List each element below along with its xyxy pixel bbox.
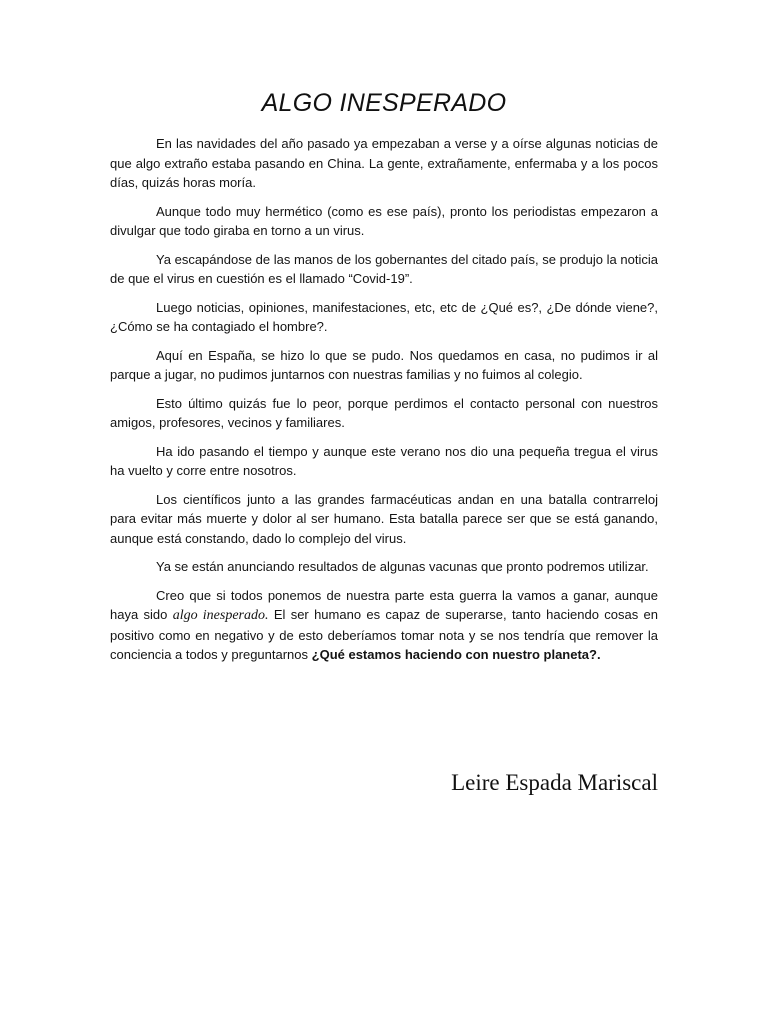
- paragraph: Luego noticias, opiniones, manifestaciones, etc, etc de ¿Qué es?, ¿De dónde viene?, ¿Cómo se ha contagiado el hombre?.: [110, 299, 658, 334]
- paragraph: Aquí en España, se hizo lo que se pudo. Nos quedamos en casa, no pudimos ir al parque a jugar, no pudimos juntarnos con nuestras familias y no fuimos al colegio.: [110, 347, 658, 382]
- paragraph: Esto último quizás fue lo peor, porque perdimos el contacto personal con nuestros amigos, profesores, vecinos y familiares.: [110, 395, 658, 430]
- italic-phrase: algo inesperado.: [172, 608, 269, 623]
- paragraph: Ya se están anunciando resultados de algunas vacunas que pronto podremos utilizar.: [156, 559, 649, 574]
- closing-question: ¿Qué estamos haciendo con nuestro planeta?.: [311, 647, 601, 662]
- paragraph: Aunque todo muy hermético (como es ese país), pronto los periodistas empezaron a divulgar que todo giraba en torno a un virus.: [110, 203, 658, 238]
- paragraph: Ya escapándose de las manos de los gobernantes del citado país, se produjo la noticia de que el virus en cuestión es el llamado “Covid-19”.: [110, 251, 658, 286]
- final-paragraph-text-2: El ser humano es capaz de superarse, tanto haciendo cosas en positivo como en negativo y de esto deberíamos tomar nota y se nos tendría que remover la conciencia a todos y preguntarnos: [110, 607, 658, 662]
- final-paragraph: [110, 586, 658, 665]
- author-signature: Leire Espada Mariscal: [451, 770, 658, 795]
- paragraph: Ha ido pasando el tiempo y aunque este verano nos dio una pequeña tregua el virus ha vuelto y corre entre nosotros.: [110, 443, 658, 478]
- paragraph: En las navidades del año pasado ya empezaban a verse y a oírse algunas noticias de que algo extraño estaba pasando en China. La gente, extrañamente, enfermaba y a los pocos días, quizás horas moría.: [110, 136, 658, 190]
- document-title: ALGO INESPERADO: [261, 89, 507, 117]
- document-body: [110, 134, 658, 674]
- final-paragraph-text-1: Creo que si todos ponemos de nuestra parte esta guerra la vamos a ganar, aunque haya sido: [110, 587, 658, 622]
- paragraph: Los científicos junto a las grandes farmacéuticas andan en una batalla contrarreloj para evitar más muerte y dolor al ser humano. Esta batalla parece ser que se está ganando, aunque está constando, dado lo complejo del virus.: [110, 491, 658, 546]
